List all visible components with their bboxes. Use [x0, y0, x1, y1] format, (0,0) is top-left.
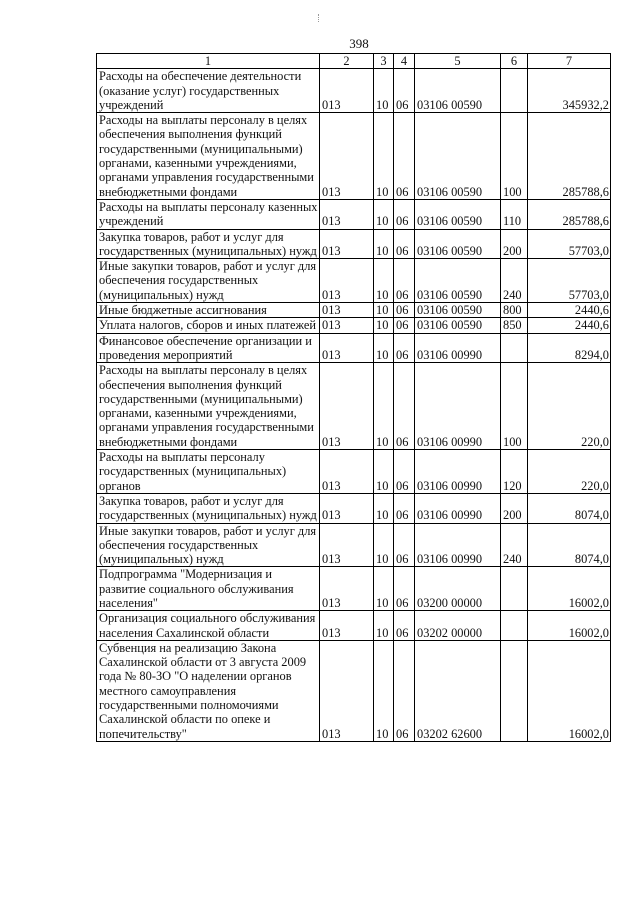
amount: 8294,0 — [528, 333, 611, 363]
column-header: 3 — [374, 54, 394, 69]
target-article: 03106 00590 — [415, 303, 501, 318]
expense-type — [501, 640, 528, 741]
expense-type: 200 — [501, 493, 528, 523]
column-header: 2 — [320, 54, 374, 69]
subsection-code: 06 — [394, 493, 415, 523]
expense-type — [501, 333, 528, 363]
scan-mark — [318, 14, 320, 22]
section-code: 10 — [374, 493, 394, 523]
expense-type: 110 — [501, 199, 528, 229]
expense-type: 240 — [501, 523, 528, 567]
page-number: 398 — [349, 36, 369, 51]
ministry-code: 013 — [320, 363, 374, 450]
subsection-code: 06 — [394, 450, 415, 494]
table-row — [97, 69, 611, 113]
section-code: 10 — [374, 229, 394, 259]
ministry-code: 013 — [320, 259, 374, 303]
column-header: 5 — [415, 54, 501, 69]
subsection-code: 06 — [394, 69, 415, 113]
section-code: 10 — [374, 259, 394, 303]
expense-type: 850 — [501, 318, 528, 333]
section-code: 10 — [374, 640, 394, 741]
section-code: 10 — [374, 69, 394, 113]
amount: 8074,0 — [528, 493, 611, 523]
table-row — [97, 229, 611, 259]
amount: 285788,6 — [528, 199, 611, 229]
amount: 345932,2 — [528, 69, 611, 113]
amount: 57703,0 — [528, 259, 611, 303]
ministry-code: 013 — [320, 69, 374, 113]
budget-table — [96, 53, 611, 742]
target-article: 03106 00990 — [415, 333, 501, 363]
table-row — [97, 611, 611, 641]
target-article: 03106 00590 — [415, 229, 501, 259]
amount: 16002,0 — [528, 611, 611, 641]
amount: 220,0 — [528, 363, 611, 450]
section-code: 10 — [374, 567, 394, 611]
target-article: 03106 00990 — [415, 450, 501, 494]
row-name: Расходы на выплаты персоналу казенных учреждений — [97, 199, 320, 229]
row-name: Расходы на обеспечение деятельности (оказание услуг) государственных учреждений — [97, 69, 320, 113]
subsection-code: 06 — [394, 259, 415, 303]
row-name: Финансовое обеспечение организации и проведения мероприятий — [97, 333, 320, 363]
expense-type: 120 — [501, 450, 528, 494]
row-name: Расходы на выплаты персоналу в целях обеспечения выполнения функций государственными (муниципальными) органами, казенными учреждениями, органами управления государственными внебюджетными фондами — [97, 113, 320, 200]
section-code: 10 — [374, 113, 394, 200]
expense-type: 100 — [501, 113, 528, 200]
row-name: Уплата налогов, сборов и иных платежей — [97, 318, 320, 333]
subsection-code: 06 — [394, 611, 415, 641]
amount: 8074,0 — [528, 523, 611, 567]
table-row — [97, 303, 611, 318]
row-name: Иные закупки товаров, работ и услуг для обеспечения государственных (муниципальных) нужд — [97, 259, 320, 303]
section-code: 10 — [374, 450, 394, 494]
subsection-code: 06 — [394, 229, 415, 259]
table-row — [97, 333, 611, 363]
section-code: 10 — [374, 523, 394, 567]
expense-type: 800 — [501, 303, 528, 318]
amount: 16002,0 — [528, 640, 611, 741]
column-header: 4 — [394, 54, 415, 69]
ministry-code: 013 — [320, 229, 374, 259]
expense-type: 200 — [501, 229, 528, 259]
target-article: 03200 00000 — [415, 567, 501, 611]
target-article: 03106 00590 — [415, 199, 501, 229]
subsection-code: 06 — [394, 333, 415, 363]
row-name: Закупка товаров, работ и услуг для государственных (муниципальных) нужд — [97, 493, 320, 523]
ministry-code: 013 — [320, 113, 374, 200]
ministry-code: 013 — [320, 493, 374, 523]
table-row — [97, 199, 611, 229]
row-name: Организация социального обслуживания населения Сахалинской области — [97, 611, 320, 641]
target-article: 03202 62600 — [415, 640, 501, 741]
row-name: Расходы на выплаты персоналу государственных (муниципальных) органов — [97, 450, 320, 494]
column-header: 6 — [501, 54, 528, 69]
target-article: 03106 00590 — [415, 318, 501, 333]
column-header: 1 — [97, 54, 320, 69]
target-article: 03106 00990 — [415, 493, 501, 523]
expense-type: 240 — [501, 259, 528, 303]
section-code: 10 — [374, 611, 394, 641]
table-row — [97, 567, 611, 611]
subsection-code: 06 — [394, 303, 415, 318]
amount: 57703,0 — [528, 229, 611, 259]
section-code: 10 — [374, 303, 394, 318]
row-name: Подпрограмма "Модернизация и развитие социального обслуживания населения" — [97, 567, 320, 611]
target-article: 03106 00590 — [415, 69, 501, 113]
expense-type — [501, 69, 528, 113]
ministry-code: 013 — [320, 523, 374, 567]
section-code: 10 — [374, 363, 394, 450]
table-row — [97, 493, 611, 523]
section-code: 10 — [374, 199, 394, 229]
row-name: Иные закупки товаров, работ и услуг для обеспечения государственных (муниципальных) нужд — [97, 523, 320, 567]
subsection-code: 06 — [394, 113, 415, 200]
target-article: 03106 00990 — [415, 523, 501, 567]
ministry-code: 013 — [320, 450, 374, 494]
target-article: 03106 00990 — [415, 363, 501, 450]
row-name: Иные бюджетные ассигнования — [97, 303, 320, 318]
subsection-code: 06 — [394, 640, 415, 741]
amount: 2440,6 — [528, 303, 611, 318]
subsection-code: 06 — [394, 567, 415, 611]
ministry-code: 013 — [320, 611, 374, 641]
table-row — [97, 113, 611, 200]
ministry-code: 013 — [320, 333, 374, 363]
ministry-code: 013 — [320, 318, 374, 333]
header-row — [97, 54, 611, 69]
table-row — [97, 640, 611, 741]
row-name: Расходы на выплаты персоналу в целях обеспечения выполнения функций государственными (муниципальными) органами, казенными учреждениями, органами управления государственными внебюджетными фондами — [97, 363, 320, 450]
expense-type — [501, 611, 528, 641]
target-article: 03106 00590 — [415, 113, 501, 200]
column-header: 7 — [528, 54, 611, 69]
expense-type: 100 — [501, 363, 528, 450]
ministry-code: 013 — [320, 199, 374, 229]
section-code: 10 — [374, 318, 394, 333]
ministry-code: 013 — [320, 303, 374, 318]
subsection-code: 06 — [394, 523, 415, 567]
subsection-code: 06 — [394, 199, 415, 229]
ministry-code: 013 — [320, 567, 374, 611]
row-name: Субвенция на реализацию Закона Сахалинской области от 3 августа 2009 года № 80-ЗО "О наделении органов местного самоуправления государственными полномочиями Сахалинской области по опеке и попечительству" — [97, 640, 320, 741]
table-row — [97, 450, 611, 494]
table-row — [97, 363, 611, 450]
target-article: 03202 00000 — [415, 611, 501, 641]
ministry-code: 013 — [320, 640, 374, 741]
subsection-code: 06 — [394, 318, 415, 333]
expense-type — [501, 567, 528, 611]
amount: 220,0 — [528, 450, 611, 494]
table-row — [97, 259, 611, 303]
target-article: 03106 00590 — [415, 259, 501, 303]
amount: 16002,0 — [528, 567, 611, 611]
amount: 285788,6 — [528, 113, 611, 200]
amount: 2440,6 — [528, 318, 611, 333]
section-code: 10 — [374, 333, 394, 363]
subsection-code: 06 — [394, 363, 415, 450]
table-row — [97, 318, 611, 333]
table-row — [97, 523, 611, 567]
row-name: Закупка товаров, работ и услуг для государственных (муниципальных) нужд — [97, 229, 320, 259]
